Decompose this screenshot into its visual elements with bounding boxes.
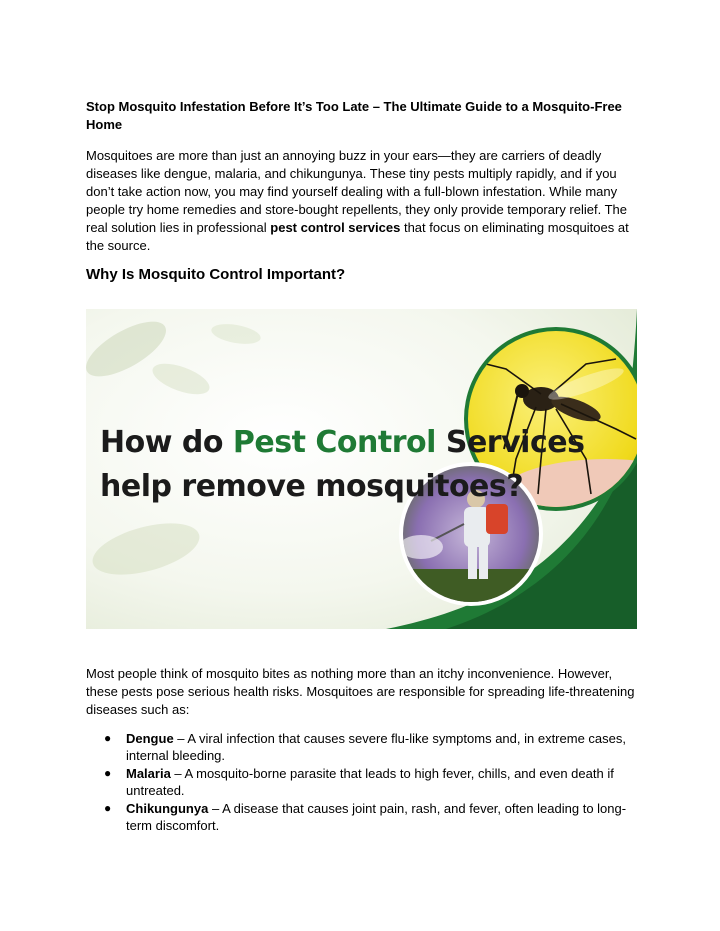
- banner-heading-line2: help remove mosquitoes?: [100, 469, 524, 504]
- disease-list: [86, 730, 642, 835]
- banner-text-services: Services: [435, 425, 585, 460]
- banner-image: [86, 309, 637, 629]
- section-heading: Why Is Mosquito Control Important?: [86, 266, 346, 283]
- pest-control-link-text: pest control services: [270, 220, 401, 235]
- intro-text-start: Mosquitoes are more than just an annoying buzz in your ears—they are carriers of deadly diseases like dengue, malaria, and chikungunya. These tiny pests multiply rapidly, and if you don’t take action now, you may find yourself dealing with a full-blown infestation. While many people try home remedies and store-bought repellents, they only provide temporary relief. The real solution lies in professional: [86, 148, 627, 235]
- list-item: [86, 800, 642, 834]
- bullet-icon: ●: [104, 801, 112, 815]
- list-item: [86, 730, 642, 764]
- banner-text-how-do: How do: [100, 425, 233, 460]
- disease-description: – A disease that causes joint pain, rash, and fever, often leading to long-term discomfort.: [126, 801, 627, 833]
- disease-description: – A mosquito-borne parasite that leads to high fever, chills, and even death if untreated.: [126, 766, 614, 798]
- disease-description: – A viral infection that causes severe flu-like symptoms and, in extreme cases, internal bleeding.: [126, 731, 626, 763]
- intro-paragraph: [86, 147, 642, 255]
- document-title: Stop Mosquito Infestation Before It’s Too Late – The Ultimate Guide to a Mosquito-Free Home: [86, 99, 622, 132]
- banner-heading-line1: [100, 425, 584, 460]
- banner-text-pest-control: Pest Control: [232, 425, 436, 460]
- bullet-icon: ●: [104, 766, 112, 780]
- disease-name: Dengue: [126, 731, 174, 746]
- body-paragraph: Most people think of mosquito bites as nothing more than an itchy inconvenience. However, these pests pose serious health risks. Mosquitoes are responsible for spreading life-threatening diseases such as:: [86, 666, 635, 717]
- list-item: [86, 765, 642, 799]
- intro-text-end: that focus on eliminating mosquitoes at the source.: [86, 220, 629, 253]
- bullet-icon: ●: [104, 731, 112, 745]
- disease-name: Malaria: [126, 766, 171, 781]
- disease-name: Chikungunya: [126, 801, 209, 816]
